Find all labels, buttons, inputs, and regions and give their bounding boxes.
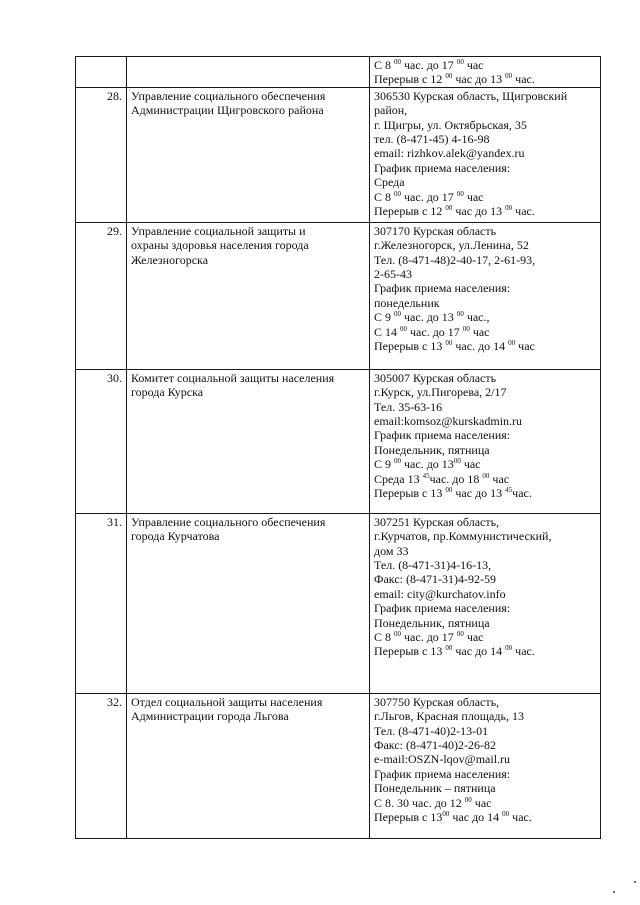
- row-number: 32.: [76, 693, 127, 838]
- text-segment: С 14: [374, 324, 401, 339]
- organization-name: [127, 57, 370, 88]
- text-segment: Перерыв с 13: [374, 339, 446, 354]
- contact-info-line: [374, 572, 596, 586]
- contact-info-line: [374, 781, 596, 795]
- text-segment: 306530 Курская область, Щигровский: [374, 88, 568, 103]
- organization-name: [127, 87, 370, 222]
- contact-info: [370, 513, 601, 693]
- text-segment: График приема населения:: [374, 766, 511, 781]
- text-segment: Перерыв с 13: [374, 644, 446, 659]
- text-segment: час.: [512, 204, 535, 219]
- text-segment: e-mail:OSZN-lqov@mail.ru: [374, 752, 511, 767]
- text-segment: 2-65-43: [374, 267, 412, 282]
- time-superscript: 45: [505, 486, 513, 495]
- contact-info-line: [374, 371, 596, 385]
- text-segment: График приема населения:: [374, 160, 511, 175]
- organization-name-line: Управление социального обеспечения: [131, 514, 326, 529]
- text-segment: г. Щигры, ул. Октябрьская, 35: [374, 117, 527, 132]
- text-segment: дом 33: [374, 543, 409, 558]
- text-segment: час: [463, 189, 484, 204]
- contact-info-line: [374, 161, 596, 175]
- text-segment: С 8: [374, 630, 395, 645]
- text-segment: час до 14: [452, 644, 506, 659]
- text-segment: Среда: [374, 175, 405, 190]
- time-superscript: 00: [394, 189, 402, 198]
- text-segment: С 9: [374, 457, 395, 472]
- text-segment: С 8: [374, 189, 395, 204]
- contact-info-line: [374, 558, 596, 572]
- row-number: [76, 57, 127, 88]
- text-segment: район,: [374, 103, 408, 118]
- contact-info-line: [374, 204, 596, 218]
- time-superscript: 00: [502, 810, 510, 819]
- table-row: [76, 222, 601, 369]
- organization-name: [127, 222, 370, 369]
- table-body: [76, 57, 601, 839]
- text-segment: График приема населения:: [374, 601, 511, 616]
- time-superscript: 00: [400, 324, 408, 333]
- text-segment: час: [515, 339, 535, 354]
- time-superscript: 00: [394, 310, 402, 319]
- time-superscript: 00: [445, 339, 453, 348]
- text-segment: Среда 13: [374, 471, 423, 486]
- contact-info-line: [374, 414, 596, 428]
- time-superscript: 00: [505, 204, 513, 213]
- contact-info-line: [374, 310, 596, 324]
- contact-info: [370, 87, 601, 222]
- organization-name-line: Управление социальной защиты и: [131, 223, 306, 238]
- text-segment: 307750 Курская область,: [374, 694, 500, 709]
- contact-info-line: [374, 616, 596, 630]
- text-segment: Перерыв с 13: [374, 486, 446, 501]
- text-segment: Факс: (8-471-40)2-26-82: [374, 738, 496, 753]
- table-row: [76, 513, 601, 693]
- text-segment: г.Курчатов, пр.Коммунистический,: [374, 529, 552, 544]
- time-superscript: 00: [445, 486, 453, 495]
- time-superscript: 00: [445, 204, 453, 213]
- contact-info-line: [374, 544, 596, 558]
- time-superscript: 00: [482, 471, 490, 480]
- text-segment: час до 13: [452, 72, 506, 87]
- scan-speck: [634, 881, 636, 883]
- text-segment: час. до 17: [407, 324, 463, 339]
- text-segment: час.: [512, 486, 532, 501]
- contact-info: [370, 369, 601, 513]
- organization-name-line: Железногорска: [131, 252, 209, 267]
- text-segment: 307170 Курская область: [374, 223, 497, 238]
- contact-info-line: [374, 457, 596, 471]
- text-segment: График приема населения:: [374, 281, 511, 296]
- text-segment: час. до 17: [401, 58, 457, 72]
- organization-name: [127, 369, 370, 513]
- table-row: [76, 693, 601, 838]
- text-segment: График приема населения:: [374, 428, 511, 443]
- text-segment: понедельник: [374, 295, 440, 310]
- time-superscript: 00: [445, 72, 453, 81]
- text-segment: час до 13: [452, 204, 506, 219]
- contact-info-line: [374, 339, 596, 353]
- text-segment: Понедельник – пятница: [374, 781, 496, 796]
- text-segment: г.Курск, ул.Пигорева, 2/17: [374, 385, 507, 400]
- organization-name-line: охраны здоровья населения города: [131, 238, 309, 253]
- time-superscript: 00: [394, 630, 402, 639]
- text-segment: час. до 18: [429, 471, 483, 486]
- contact-info-line: [374, 238, 596, 252]
- organization-name-line: Управление социального обеспечения: [131, 88, 326, 103]
- contact-info-line: [374, 118, 596, 132]
- text-segment: email:komsoz@kurskadmin.ru: [374, 414, 523, 429]
- time-superscript: 00: [505, 644, 513, 653]
- text-segment: С 8: [374, 58, 395, 72]
- contact-info-line: [374, 529, 596, 543]
- text-segment: С 8. 30 час. до 12: [374, 795, 465, 810]
- table-row: [76, 57, 601, 88]
- contact-info: [370, 693, 601, 838]
- time-superscript: 00: [456, 630, 464, 639]
- contact-info-line: [374, 146, 596, 160]
- text-segment: Факс: (8-471-31)4-92-59: [374, 572, 496, 587]
- text-segment: час: [489, 471, 510, 486]
- text-segment: Тел. 35-63-16: [374, 399, 443, 414]
- organization-name-line: Комитет социальной защиты населения: [131, 370, 335, 385]
- contact-info: [370, 222, 601, 369]
- text-segment: час. до 17: [401, 630, 457, 645]
- table-row: [76, 369, 601, 513]
- text-segment: 307251 Курская область,: [374, 514, 500, 529]
- time-superscript: 00: [456, 58, 464, 66]
- time-superscript: 00: [456, 310, 464, 319]
- contact-info-line: [374, 325, 596, 339]
- text-segment: час: [471, 795, 492, 810]
- text-segment: час.,: [463, 310, 490, 325]
- contact-info-line: [374, 103, 596, 117]
- text-segment: Перерыв с 13: [374, 810, 443, 825]
- time-superscript: 45: [422, 471, 430, 480]
- text-segment: тел. (8-471-45) 4-16-98: [374, 132, 490, 147]
- row-number: 29.: [76, 222, 127, 369]
- contact-info: [370, 57, 601, 88]
- time-superscript: 00: [462, 324, 470, 333]
- time-superscript: 00: [505, 72, 513, 81]
- text-segment: час. до 13: [401, 310, 457, 325]
- contact-info-line: [374, 296, 596, 310]
- time-superscript: 00: [453, 457, 461, 466]
- text-segment: час: [463, 58, 484, 72]
- time-superscript: 00: [464, 795, 472, 804]
- contact-info-line: [374, 89, 596, 103]
- text-segment: Тел. (8-471-40)2-13-01: [374, 723, 489, 738]
- contact-info-line: [374, 644, 596, 658]
- contact-info-line: [374, 58, 596, 72]
- organization-name-line: города Курчатова: [131, 529, 220, 544]
- text-segment: С 9: [374, 310, 395, 325]
- contact-info-line: [374, 428, 596, 442]
- text-segment: Понедельник, пятница: [374, 615, 490, 630]
- text-segment: Тел. (8-471-31)4-16-13,: [374, 558, 492, 573]
- text-segment: Перерыв с 12: [374, 204, 446, 219]
- contact-info-line: [374, 72, 596, 86]
- social-services-table: [75, 56, 601, 839]
- time-superscript: 00: [394, 58, 402, 66]
- row-number: 30.: [76, 369, 127, 513]
- text-segment: email: city@kurchatov.info: [374, 586, 506, 601]
- contact-info-line: [374, 515, 596, 529]
- contact-info-line: [374, 253, 596, 267]
- contact-info-line: [374, 385, 596, 399]
- contact-info-line: [374, 738, 596, 752]
- time-superscript: 00: [442, 810, 450, 819]
- text-segment: час. до 13: [401, 457, 454, 472]
- time-superscript: 00: [394, 457, 402, 466]
- organization-name-line: Администрации города Льгова: [131, 709, 289, 724]
- contact-info-line: [374, 695, 596, 709]
- contact-info-line: [374, 724, 596, 738]
- text-segment: час до 13: [452, 486, 506, 501]
- contact-info-line: [374, 190, 596, 204]
- text-segment: час: [463, 630, 484, 645]
- text-segment: г.Железногорск, ул.Ленина, 52: [374, 238, 529, 253]
- organization-name-line: Администрации Щигровского района: [131, 103, 324, 118]
- contact-info-line: [374, 443, 596, 457]
- time-superscript: 00: [508, 339, 516, 348]
- text-segment: час.: [512, 644, 535, 659]
- text-segment: час. до 17: [401, 189, 457, 204]
- organization-name: [127, 513, 370, 693]
- table-row: [76, 87, 601, 222]
- text-segment: час.: [509, 810, 532, 825]
- text-segment: Понедельник, пятница: [374, 442, 490, 457]
- scan-speck: [613, 891, 615, 893]
- contact-info-line: [374, 630, 596, 644]
- organization-name: [127, 693, 370, 838]
- contact-info-line: [374, 281, 596, 295]
- contact-info-line: [374, 796, 596, 810]
- text-segment: Тел. (8-471-48)2-40-17, 2-61-93,: [374, 252, 536, 267]
- text-segment: час. до 14: [452, 339, 509, 354]
- row-number: 31.: [76, 513, 127, 693]
- time-superscript: 00: [445, 644, 453, 653]
- contact-info-line: [374, 486, 596, 500]
- contact-info-line: [374, 587, 596, 601]
- contact-info-line: [374, 224, 596, 238]
- text-segment: г.Льгов, Красная площадь, 13: [374, 709, 524, 724]
- text-segment: час: [460, 457, 481, 472]
- text-segment: 305007 Курская область: [374, 370, 497, 385]
- text-segment: email: rizhkov.alek@yandex.ru: [374, 146, 525, 161]
- contact-info-line: [374, 175, 596, 189]
- contact-info-line: [374, 767, 596, 781]
- contact-info-line: [374, 132, 596, 146]
- organization-name-line: Отдел социальной защиты населения: [131, 694, 323, 709]
- text-segment: Перерыв с 12: [374, 72, 446, 87]
- organization-name-line: города Курска: [131, 385, 204, 400]
- text-segment: час.: [512, 72, 535, 87]
- time-superscript: 00: [456, 189, 464, 198]
- contact-info-line: [374, 601, 596, 615]
- contact-info-line: [374, 472, 596, 486]
- contact-info-line: [374, 400, 596, 414]
- row-number: 28.: [76, 87, 127, 222]
- contact-info-line: [374, 752, 596, 766]
- contact-info-line: [374, 810, 596, 824]
- text-segment: час: [469, 324, 490, 339]
- contact-info-line: [374, 709, 596, 723]
- contact-info-line: [374, 267, 596, 281]
- text-segment: час до 14: [449, 810, 503, 825]
